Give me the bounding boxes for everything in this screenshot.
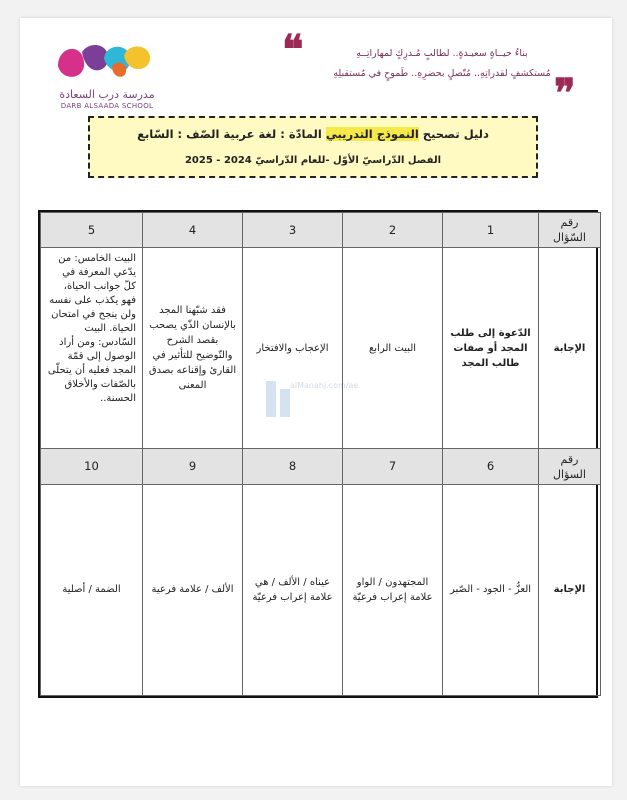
table-row: [41, 449, 601, 484]
answer-cell: الألف / علامة فرعية: [143, 484, 243, 695]
question-number: 7: [343, 449, 443, 484]
answer-cell: الإعجاب والافتخار: [243, 248, 343, 449]
watermark-text: alManahj.com/ae: [290, 381, 359, 390]
question-number: 10: [41, 449, 143, 484]
question-number: 9: [143, 449, 243, 484]
school-name-en: DARB ALSAADA SCHOOL: [60, 102, 154, 110]
document-subtitle: الفصل الدّراسيّ الأوّل -للعام الدّراسيّ 2024 - 2025: [184, 155, 442, 166]
question-number: 6: [443, 449, 539, 484]
question-number: 5: [41, 213, 143, 248]
question-number: 4: [143, 213, 243, 248]
answer-cell: البيت الخامس: من يدّعي المعرفة في كلّ جوانب الحياة، فهو يكذب على نفسه ولن ينجح في امتحان الحياة. البيت السّادس: ومن أراد الوصول إلى قمّة المجد فعليه أن يتحلّى بالصّفات والأخلاق الحسنة..: [41, 248, 143, 449]
school-motto: [312, 40, 572, 102]
question-number-label: رقم السّؤال: [539, 213, 601, 248]
answer-cell: المجتهدون / الواو علامة إعراب فرعيّة: [343, 484, 443, 695]
answer-key-table: [38, 210, 598, 698]
table-row: [41, 213, 601, 248]
document-title: [90, 124, 536, 144]
title-part-1: دليل تصحيح: [422, 127, 489, 141]
answer-label: الإجابة: [539, 248, 601, 449]
question-number: 8: [243, 449, 343, 484]
title-highlight: النموذج التدريبي: [325, 127, 419, 141]
open-quote-icon: ❝: [282, 26, 304, 73]
answer-cell: الضمة / أصلية: [41, 484, 143, 695]
answer-cell: العزُّ - الجود - الصّبر: [443, 484, 539, 695]
answer-cell: البيت الرابع: [343, 248, 443, 449]
close-quote-icon: ❞: [554, 70, 576, 117]
motto-line-1: بناءُ حيــاةٍ سعيـدةٍ.. لطالبٍ مُـدرِكٍ لمهاراتِــهِ: [356, 48, 528, 59]
answer-cell: فقد شبّهنا المجد بالإنسان الذّي يصحب بقصد الشرح والتّوضيح للتأثير في القارئ وإقناعه بصدق المعنى: [143, 248, 243, 449]
answer-cell: عيناه / الألف / هي علامة إعراب فرعيّة: [243, 484, 343, 695]
school-name-ar: مدرسة درب السعادة: [59, 88, 155, 101]
question-number: 3: [243, 213, 343, 248]
motto-line-2: مُستكشفٍ لقدراتِهِ.. مُتّصلٍ بحضرِهِ.. طَموحٍ في مُستقبلِهِ: [333, 68, 551, 79]
logo-shapes-icon: [52, 36, 162, 88]
document-page: [20, 18, 612, 786]
document-title-box: [88, 116, 538, 178]
school-logo: [52, 36, 162, 116]
table-row: [41, 484, 601, 695]
question-number: 1: [443, 213, 539, 248]
answer-label: الإجابة: [539, 484, 601, 695]
table-row: [41, 248, 601, 449]
question-number: 2: [343, 213, 443, 248]
title-part-2: المادّة : لغة عربية الصّف : السّابع: [137, 127, 322, 141]
question-number-label: رقم السؤال: [539, 449, 601, 484]
answer-cell: الدّعوة إلى طلب المجد أو صفات طالب المجد: [443, 248, 539, 449]
